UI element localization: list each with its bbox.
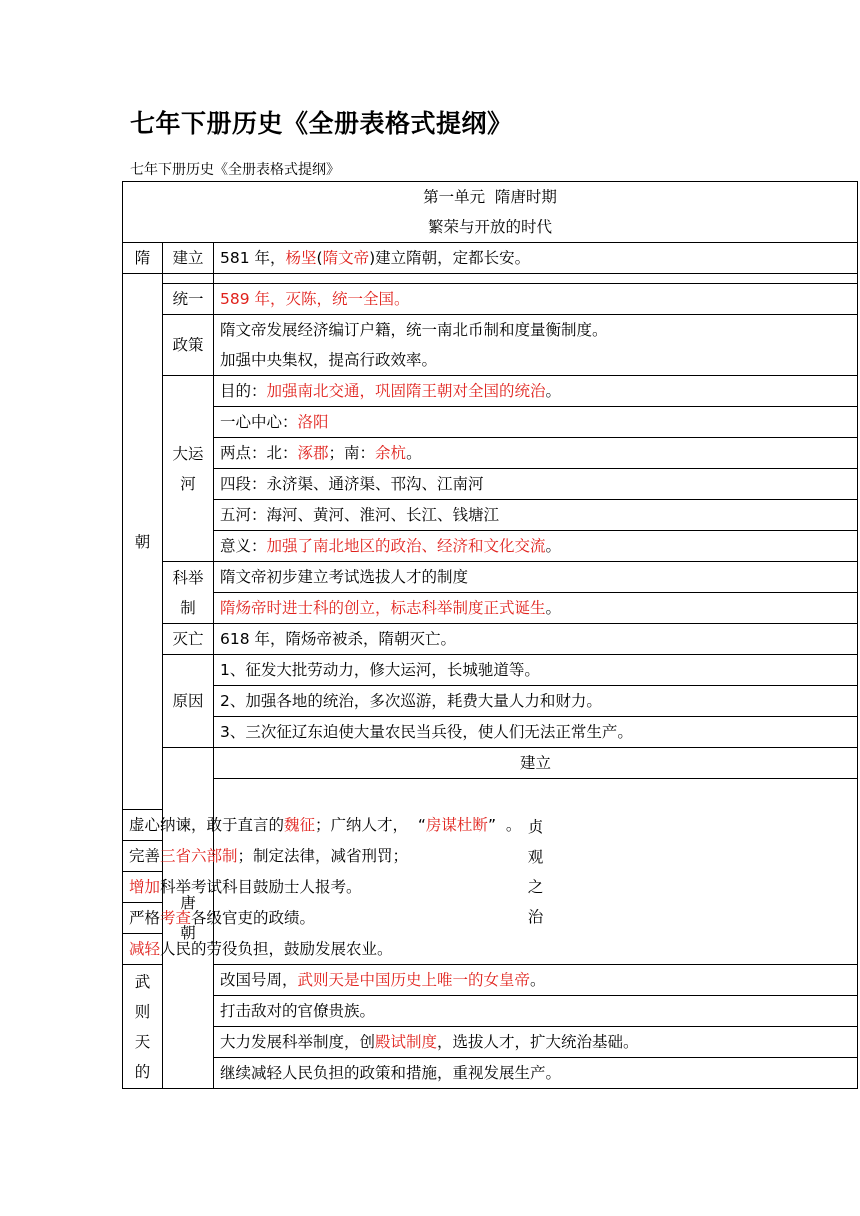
table-row xyxy=(123,593,858,624)
sui-policy-topic: 政策 xyxy=(163,315,214,376)
canal-sections: 四段：永济渠、通济渠、邗沟、江南河 xyxy=(214,469,858,500)
wuzetian-topic: 武 则 天 的 xyxy=(123,965,163,1089)
table-row xyxy=(123,315,858,376)
table-row xyxy=(123,717,858,748)
sui-cause-topic: 原因 xyxy=(163,655,214,748)
cause-line2: 2、加强各地的统治，多次巡游，耗费大量人力和财力。 xyxy=(214,686,858,717)
table-row xyxy=(123,965,858,996)
exam-line1: 隋文帝初步建立考试选拔人才的制度 xyxy=(214,562,858,593)
table-row xyxy=(123,284,858,315)
canal-points: 两点：北：涿郡；南：余杭。 xyxy=(214,438,858,469)
canal-center: 一心中心：洛阳 xyxy=(214,407,858,438)
zhenguan-line4: 增加科举考试科目鼓励士人报考。 xyxy=(123,872,163,903)
wuzetian-line1: 改国号周，武则天是中国历史上唯一的女皇帝。 xyxy=(214,965,858,996)
canal-rivers: 五河：海河、黄河、淮河、长江、钱塘江 xyxy=(214,500,858,531)
table-row xyxy=(123,407,858,438)
zhenguan-line6: 减轻人民的劳役负担，鼓励发展农业。 xyxy=(123,934,163,965)
table-row xyxy=(123,1027,858,1058)
wuzetian-line3: 大力发展科举制度，创殿试制度，选拔人才，扩大统治基础。 xyxy=(214,1027,858,1058)
table-row xyxy=(123,686,858,717)
table-row xyxy=(123,1058,858,1089)
unit-subtitle: 繁荣与开放的时代 xyxy=(427,218,552,236)
table-row xyxy=(123,469,858,500)
table-row xyxy=(123,624,858,655)
tang-label: 唐 朝 xyxy=(163,748,214,1089)
table-caption: 七年下册历史《全册表格式提纲》 xyxy=(130,162,340,178)
blank-cell xyxy=(163,274,214,284)
table-row xyxy=(123,438,858,469)
sui-unify-topic: 统一 xyxy=(163,284,214,315)
table-row xyxy=(123,274,858,284)
unit-header xyxy=(123,182,858,243)
canal-purpose: 目的：加强南北交通，巩固隋王朝对全国的统治。 xyxy=(214,376,858,407)
canal-meaning: 意义：加强了南北地区的政治、经济和文化交流。 xyxy=(214,531,858,562)
cause-line3: 3、三次征辽东迫使大量农民当兵役，使人们无法正常生产。 xyxy=(214,717,858,748)
sui-wendi: 隋文帝 xyxy=(322,249,370,267)
wuzetian-line4: 继续减轻人民负担的政策和措施，重视发展生产。 xyxy=(214,1058,858,1089)
table-row xyxy=(123,243,858,274)
zhenguan-line5: 严格考查各级官吏的政绩。 xyxy=(123,903,163,934)
table-row xyxy=(123,376,858,407)
yang-jian: 杨坚 xyxy=(285,249,317,267)
unit-title: 第一单元 隋唐时期 xyxy=(423,188,557,206)
table-row xyxy=(123,562,858,593)
blank-cell xyxy=(214,274,858,284)
table-row xyxy=(123,531,858,562)
zhenguan-line3: 完善三省六部制；制定法律，减省刑罚； xyxy=(123,841,163,872)
zhenguan-line2: 虚心纳谏，敢于直言的魏征；广纳人才， “房谋杜断” 。 xyxy=(123,810,163,841)
table-row xyxy=(123,655,858,686)
sui-exam-topic: 科举 制 xyxy=(163,562,214,624)
sui-label-top: 隋 xyxy=(123,243,163,274)
cause-line1: 1、征发大批劳动力，修大运河，长城驰道等。 xyxy=(214,655,858,686)
sui-policy-text: 隋文帝发展经济编订户籍，统一南北币制和度量衡制度。 加强中央集权，提高行政效率。 xyxy=(214,315,858,376)
tang-establish-topic: 建立 xyxy=(214,748,858,779)
unit-header-row xyxy=(123,182,858,243)
sui-fall-text: 618 年，隋炀帝被杀，隋朝灭亡。 xyxy=(214,624,858,655)
table-row xyxy=(123,996,858,1027)
sui-establish-topic: 建立 xyxy=(163,243,214,274)
sui-unify-text: 589 年，灭陈，统一全国。 xyxy=(214,284,858,315)
outline-table xyxy=(122,181,858,1089)
table-row xyxy=(123,500,858,531)
sui-fall-topic: 灭亡 xyxy=(163,624,214,655)
sui-establish-text: 581 年，杨坚(隋文帝)建立隋朝，定都长安。 xyxy=(214,243,858,274)
sui-label-bottom: 朝 xyxy=(123,274,163,810)
page-title: 七年下册历史《全册表格式提纲》 xyxy=(130,109,513,138)
table-row xyxy=(123,748,858,779)
wuzetian-line2: 打击敌对的官僚贵族。 xyxy=(214,996,858,1027)
zhenguan-topic: 贞 观 之 治 xyxy=(214,779,858,965)
exam-line2: 隋炀帝时进士科的创立，标志科举制度正式诞生。 xyxy=(214,593,858,624)
table-row xyxy=(123,779,858,810)
sui-canal-topic: 大运 河 xyxy=(163,376,214,562)
